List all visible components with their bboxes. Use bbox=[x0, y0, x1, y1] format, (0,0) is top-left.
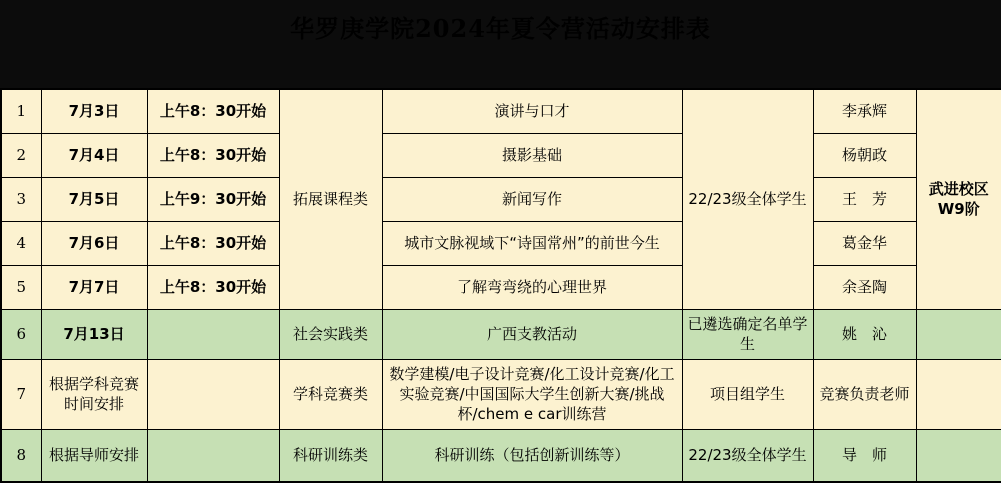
table-row bbox=[1, 429, 1001, 482]
row1-time: 上午8：30开始 bbox=[147, 89, 279, 133]
row1-date: 7月3日 bbox=[41, 89, 147, 133]
row7-location bbox=[916, 359, 1001, 429]
schedule-table bbox=[0, 88, 1001, 483]
row6-date: 7月13日 bbox=[41, 309, 147, 359]
row5-leader: 余圣陶 bbox=[813, 265, 916, 309]
category-expansion-courses: 拓展课程类 bbox=[279, 89, 382, 309]
row5-time: 上午8：30开始 bbox=[147, 265, 279, 309]
row4-date: 7月6日 bbox=[41, 221, 147, 265]
row4-time: 上午8：30开始 bbox=[147, 221, 279, 265]
row8-audience: 22/23级全体学生 bbox=[682, 429, 813, 482]
row2-activity: 摄影基础 bbox=[382, 133, 682, 177]
row4-no: 4 bbox=[1, 221, 41, 265]
audience-all-students: 22/23级全体学生 bbox=[682, 89, 813, 309]
row2-leader: 杨朝政 bbox=[813, 133, 916, 177]
row1-no: 1 bbox=[1, 89, 41, 133]
row6-audience: 已遴选确定名单学生 bbox=[682, 309, 813, 359]
category-social-practice: 社会实践类 bbox=[279, 309, 382, 359]
row8-location bbox=[916, 429, 1001, 482]
table-row bbox=[1, 177, 1001, 221]
table-row bbox=[1, 89, 1001, 133]
row3-leader: 王 芳 bbox=[813, 177, 916, 221]
row6-activity: 广西支教活动 bbox=[382, 309, 682, 359]
row4-activity: 城市文脉视域下“诗国常州”的前世今生 bbox=[382, 221, 682, 265]
row1-activity: 演讲与口才 bbox=[382, 89, 682, 133]
row2-date: 7月4日 bbox=[41, 133, 147, 177]
table-row bbox=[1, 359, 1001, 429]
table-row bbox=[1, 265, 1001, 309]
location-wujin-campus: 武进校区W9阶 bbox=[916, 89, 1001, 309]
row7-activity: 数学建模/电子设计竞赛/化工设计竞赛/化工实验竞赛/中国国际大学生创新大赛/挑战杯/chem e car训练营 bbox=[382, 359, 682, 429]
row8-date: 根据导师安排 bbox=[41, 429, 147, 482]
row6-location bbox=[916, 309, 1001, 359]
row5-activity: 了解弯弯绕的心理世界 bbox=[382, 265, 682, 309]
title-bar bbox=[0, 0, 1001, 88]
row6-time bbox=[147, 309, 279, 359]
row6-leader: 姚 沁 bbox=[813, 309, 916, 359]
row7-leader: 竞赛负责老师 bbox=[813, 359, 916, 429]
row8-time bbox=[147, 429, 279, 482]
row7-time bbox=[147, 359, 279, 429]
row4-leader: 葛金华 bbox=[813, 221, 916, 265]
row3-no: 3 bbox=[1, 177, 41, 221]
row8-leader: 导 师 bbox=[813, 429, 916, 482]
row7-date: 根据学科竞赛时间安排 bbox=[41, 359, 147, 429]
category-subject-competition: 学科竞赛类 bbox=[279, 359, 382, 429]
row6-no: 6 bbox=[1, 309, 41, 359]
row5-no: 5 bbox=[1, 265, 41, 309]
table-row bbox=[1, 309, 1001, 359]
row3-activity: 新闻写作 bbox=[382, 177, 682, 221]
page-title: 华罗庚学院2024年夏令营活动安排表 bbox=[290, 14, 711, 43]
table-row bbox=[1, 133, 1001, 177]
row8-activity: 科研训练（包括创新训练等） bbox=[382, 429, 682, 482]
category-research-training: 科研训练类 bbox=[279, 429, 382, 482]
table-row bbox=[1, 221, 1001, 265]
row3-date: 7月5日 bbox=[41, 177, 147, 221]
row2-no: 2 bbox=[1, 133, 41, 177]
row2-time: 上午8：30开始 bbox=[147, 133, 279, 177]
row7-no: 7 bbox=[1, 359, 41, 429]
row8-no: 8 bbox=[1, 429, 41, 482]
row7-audience: 项目组学生 bbox=[682, 359, 813, 429]
row3-time: 上午9：30开始 bbox=[147, 177, 279, 221]
row1-leader: 李承辉 bbox=[813, 89, 916, 133]
row5-date: 7月7日 bbox=[41, 265, 147, 309]
